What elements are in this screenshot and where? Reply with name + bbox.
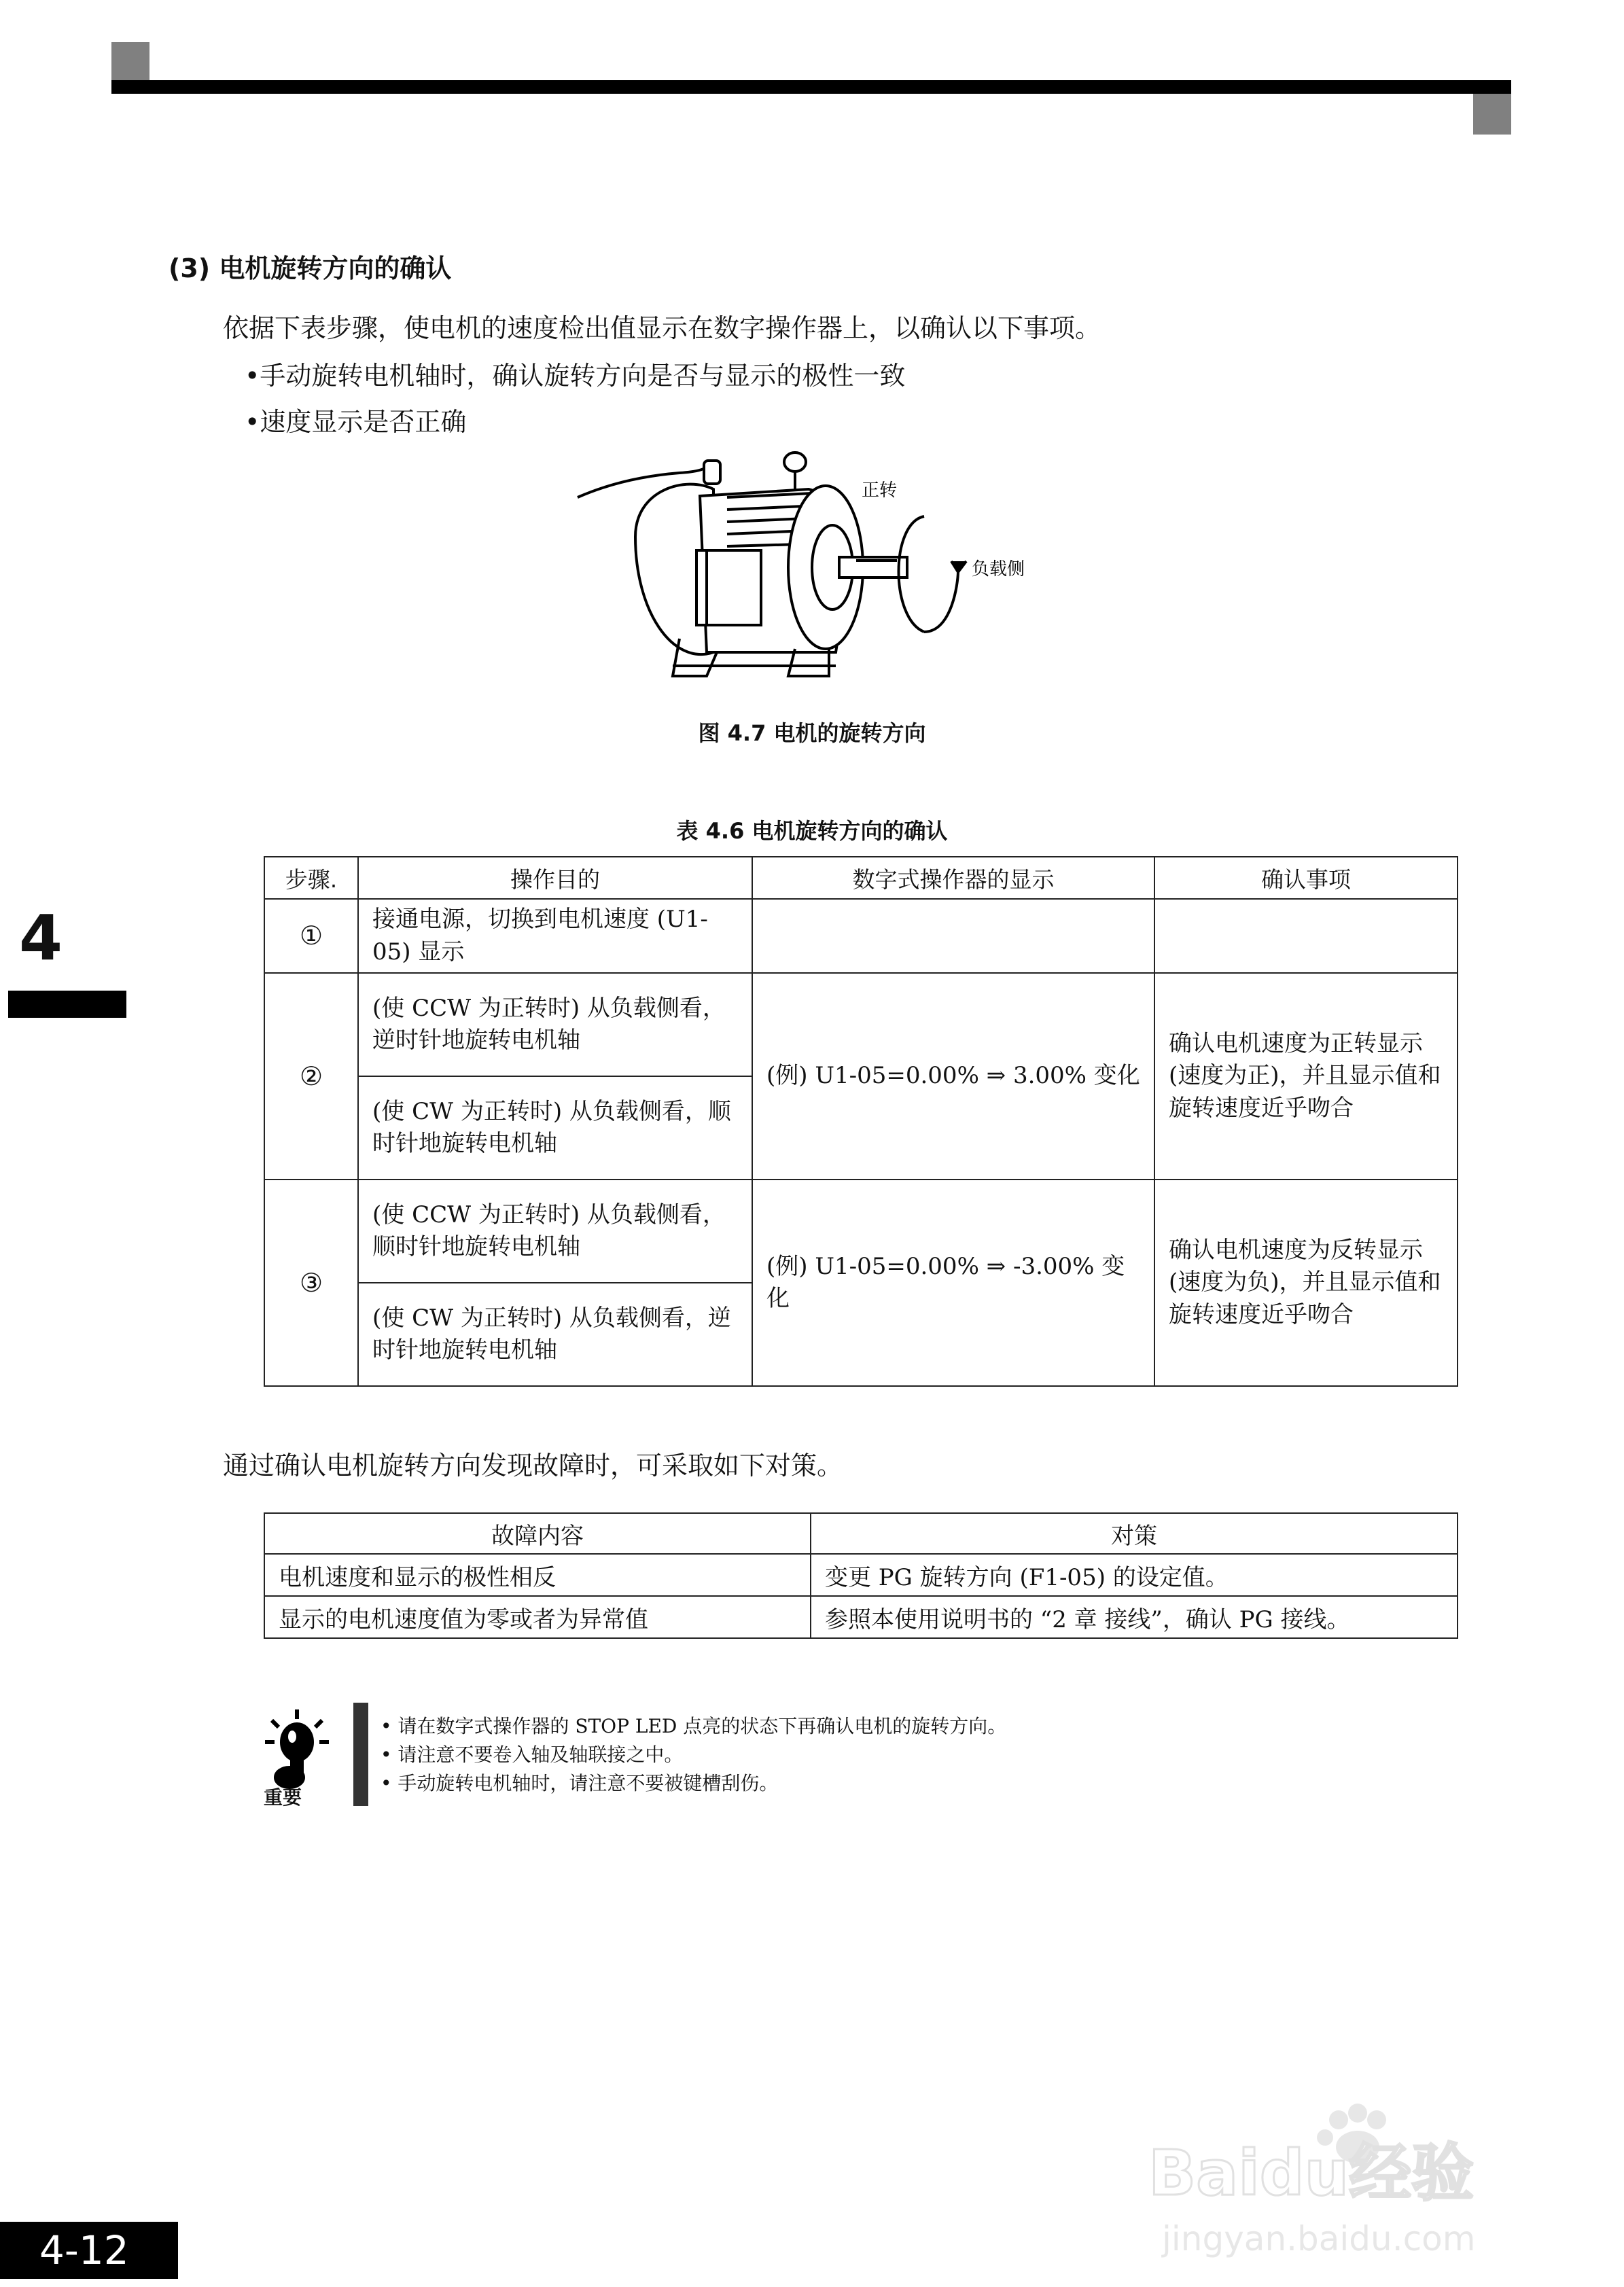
fault-cell: 显示的电机速度值为零或者为异常值	[264, 1596, 811, 1638]
table-row	[264, 899, 1458, 973]
purpose-cell: (使 CCW 为正转时) 从负载侧看，顺时针地旋转电机轴	[358, 1180, 752, 1283]
forward-label: 正转	[862, 480, 898, 501]
watermark-brand: Baidu经验	[1148, 2137, 1475, 2210]
table-header-row	[264, 857, 1458, 899]
confirm-cell: 确认电机速度为正转显示 (速度为正)，并且显示值和旋转速度近乎吻合	[1154, 973, 1458, 1180]
bullet-item: •速度显示是否正确	[245, 407, 467, 437]
section-heading: (3) 电机旋转方向的确认	[169, 253, 452, 283]
load-side-label: 负载侧	[972, 559, 1025, 580]
intro-paragraph: 依据下表步骤，使电机的速度检出值显示在数字操作器上，以确认以下事项。	[223, 313, 1101, 343]
table-caption: 表 4.6 电机旋转方向的确认	[676, 818, 948, 844]
header-corner-block-right	[1473, 94, 1511, 135]
chapter-tab-bar	[8, 991, 126, 1018]
column-header: 数字式操作器的显示	[752, 857, 1154, 899]
header-rule	[111, 80, 1511, 94]
step-cell: ②	[264, 973, 358, 1180]
action-cell: 参照本使用说明书的 “2 章 接线”，确认 PG 接线。	[811, 1596, 1458, 1638]
rotation-check-table	[264, 856, 1458, 1387]
chapter-number: 4	[19, 902, 63, 974]
fault-cell: 电机速度和显示的极性相反	[264, 1554, 811, 1596]
confirm-cell	[1154, 899, 1458, 973]
purpose-cell: 接通电源，切换到电机速度 (U1-05) 显示	[358, 899, 752, 973]
header-corner-block-left	[111, 42, 149, 80]
confirm-cell: 确认电机速度为反转显示 (速度为负)，并且显示值和旋转速度近乎吻合	[1154, 1180, 1458, 1386]
display-cell	[752, 899, 1154, 973]
display-cell: (例) U1-05=0.00% ⇒ 3.00% 变化	[752, 973, 1154, 1180]
fault-table	[264, 1512, 1458, 1639]
important-label: 重要	[264, 1786, 302, 1809]
baidu-watermark	[1142, 2093, 1563, 2269]
step-cell: ①	[264, 899, 358, 973]
purpose-cell: (使 CW 为正转时) 从负载侧看，逆时针地旋转电机轴	[358, 1283, 752, 1386]
bullet-item: •手动旋转电机轴时，确认旋转方向是否与显示的极性一致	[245, 361, 906, 391]
note-bar	[353, 1703, 368, 1806]
table-row	[264, 1554, 1458, 1596]
step-cell: ③	[264, 1180, 358, 1386]
figure-caption: 图 4.7 电机的旋转方向	[698, 720, 926, 746]
display-cell: (例) U1-05=0.00% ⇒ -3.00% 变化	[752, 1180, 1154, 1386]
purpose-cell: (使 CW 为正转时) 从负载侧看，顺时针地旋转电机轴	[358, 1076, 752, 1180]
purpose-cell: (使 CCW 为正转时) 从负载侧看，逆时针地旋转电机轴	[358, 973, 752, 1076]
column-header: 步骤.	[264, 857, 358, 899]
note-item: • 请在数字式操作器的 STOP LED 点亮的状态下再确认电机的旋转方向。	[381, 1712, 1006, 1741]
note-item: • 请注意不要卷入轴及轴联接之中。	[381, 1741, 1006, 1769]
page-number: 4-12	[39, 2227, 129, 2273]
table-row	[264, 1180, 1458, 1283]
note-item: • 手动旋转电机轴时，请注意不要被键槽刮伤。	[381, 1769, 1006, 1798]
fault-intro: 通过确认电机旋转方向发现故障时，可采取如下对策。	[223, 1451, 843, 1481]
column-header: 故障内容	[264, 1513, 811, 1554]
motor-rotation-figure	[571, 448, 1060, 693]
table-header-row	[264, 1513, 1458, 1554]
action-cell: 变更 PG 旋转方向 (F1-05) 的设定值。	[811, 1554, 1458, 1596]
column-header: 对策	[811, 1513, 1458, 1554]
column-header: 操作目的	[358, 857, 752, 899]
column-header: 确认事项	[1154, 857, 1458, 899]
table-row	[264, 973, 1458, 1076]
important-note-list	[381, 1712, 1006, 1798]
table-row	[264, 1596, 1458, 1638]
watermark-url: jingyan.baidu.com	[1162, 2219, 1476, 2258]
